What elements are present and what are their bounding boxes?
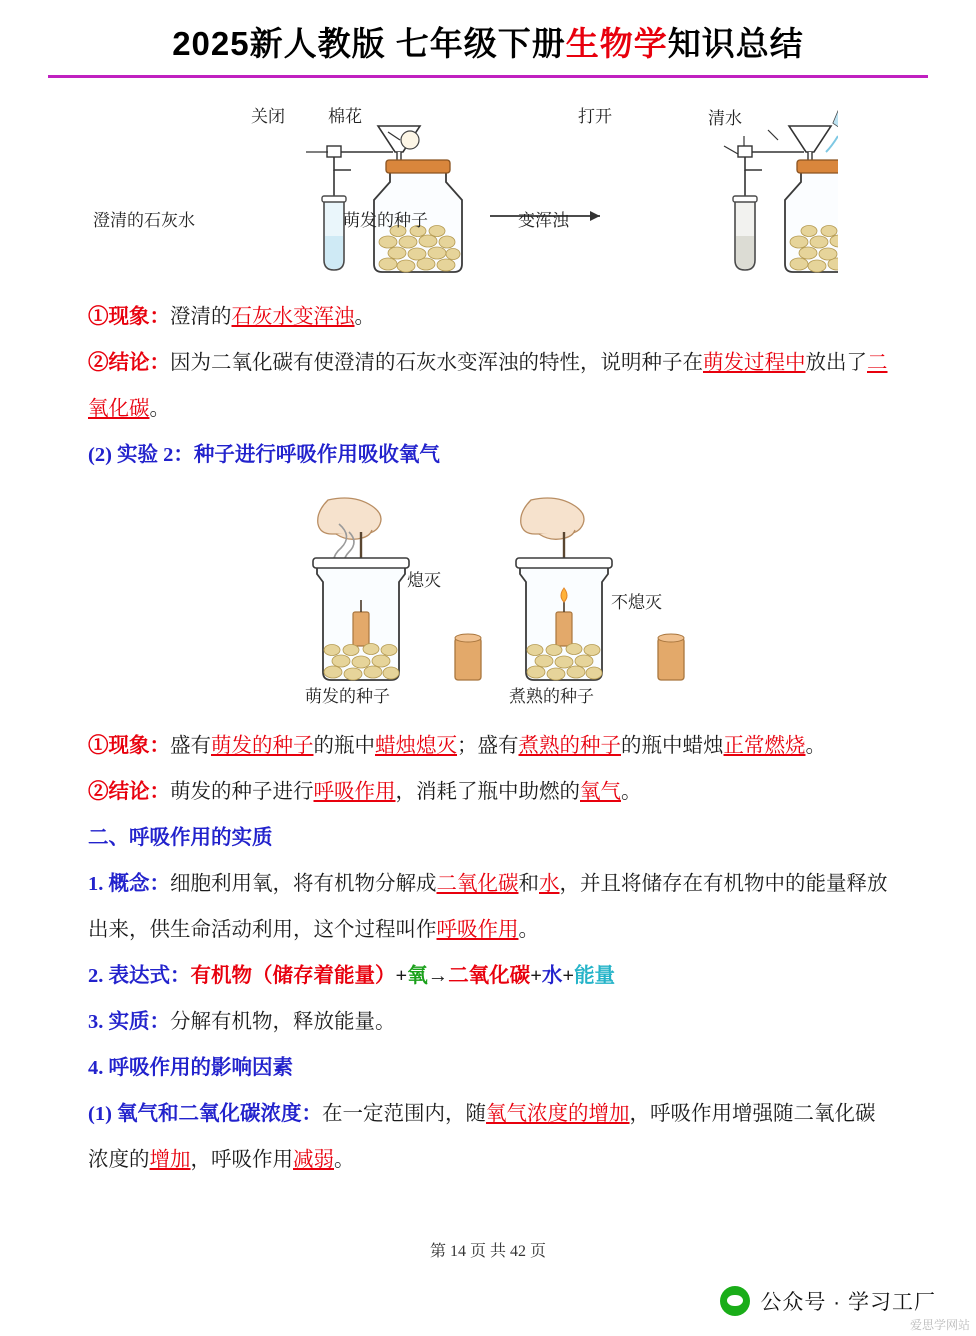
figure1-label-germinating-seeds: 萌发的种子 xyxy=(343,211,428,230)
figure-co2-experiment xyxy=(93,96,838,286)
wechat-account xyxy=(720,1286,936,1316)
line-section-two-heading: 二、呼吸作用的实质 xyxy=(88,827,273,849)
figure2-label-boiled-seeds: 煮熟的种子 xyxy=(509,687,594,706)
wechat-label: 公众号 · 学习工厂 xyxy=(760,1291,936,1314)
line-phenomenon-1: ①现象：澄清的石灰水变浑浊。 xyxy=(88,306,375,328)
line-concept: 1. 概念：细胞利用氧，将有机物分解成二氧化碳和水，并且将储存在有机物中的能量释放出来，供生命活动利用，这个过程叫作呼吸作用。 xyxy=(88,873,888,941)
page-title xyxy=(0,0,976,65)
line-expression: 2. 表达式：有机物（储存着能量）+氧→二氧化碳+水+能量 xyxy=(88,965,616,987)
title-highlight: 生物学 xyxy=(565,25,668,62)
figure1-label-closed: 关闭 xyxy=(251,107,285,126)
line-experiment-2-heading: (2) 实验 2：种子进行呼吸作用吸收氧气 xyxy=(88,444,440,466)
text-block-2 xyxy=(0,713,976,1183)
figure2-label-not-extinguish: 不熄灭 xyxy=(611,593,662,612)
watermark-brand: 爱思学网站 xyxy=(909,1318,970,1332)
line-factor-1: (1) 氧气和二氧化碳浓度：在一定范围内，随氧气浓度的增加，呼吸作用增强随二氧化碳浓度的增加，呼吸作用减弱。 xyxy=(88,1103,876,1171)
wechat-icon xyxy=(720,1286,750,1316)
line-conclusion-1: ②结论：因为二氧化碳有使澄清的石灰水变浑浊的特性，说明种子在萌发过程中放出了二氧化碳。 xyxy=(88,352,888,420)
title-part1: 2025新人教版 七年级下册 xyxy=(172,25,566,62)
title-divider xyxy=(48,75,928,78)
line-conclusion-2: ②结论：萌发的种子进行呼吸作用，消耗了瓶中助燃的氧气。 xyxy=(88,781,642,803)
figure1-label-clear-water: 清水 xyxy=(708,109,742,128)
figure1-label-cotton: 棉花 xyxy=(328,107,362,126)
figure1-label-limewater: 澄清的石灰水 xyxy=(93,211,195,230)
text-block-1 xyxy=(0,294,976,478)
line-essence: 3. 实质：分解有机物，释放能量。 xyxy=(88,1011,396,1033)
line-phenomenon-2: ①现象：盛有萌发的种子的瓶中蜡烛熄灭；盛有煮熟的种子的瓶中蜡烛正常燃烧。 xyxy=(88,735,826,757)
figure1-label-open: 打开 xyxy=(578,107,612,126)
figure2-label-extinguish: 熄灭 xyxy=(407,571,441,590)
title-part2: 知识总结 xyxy=(667,25,804,62)
figure2-label-germinating-seeds: 萌发的种子 xyxy=(305,687,390,706)
page-footer: 第 14 页 共 42 页 xyxy=(429,1243,546,1260)
figure1-label-turbid: 变浑浊 xyxy=(518,211,569,230)
line-factors-heading: 4. 呼吸作用的影响因素 xyxy=(88,1057,293,1079)
figure-oxygen-experiment xyxy=(273,492,703,707)
